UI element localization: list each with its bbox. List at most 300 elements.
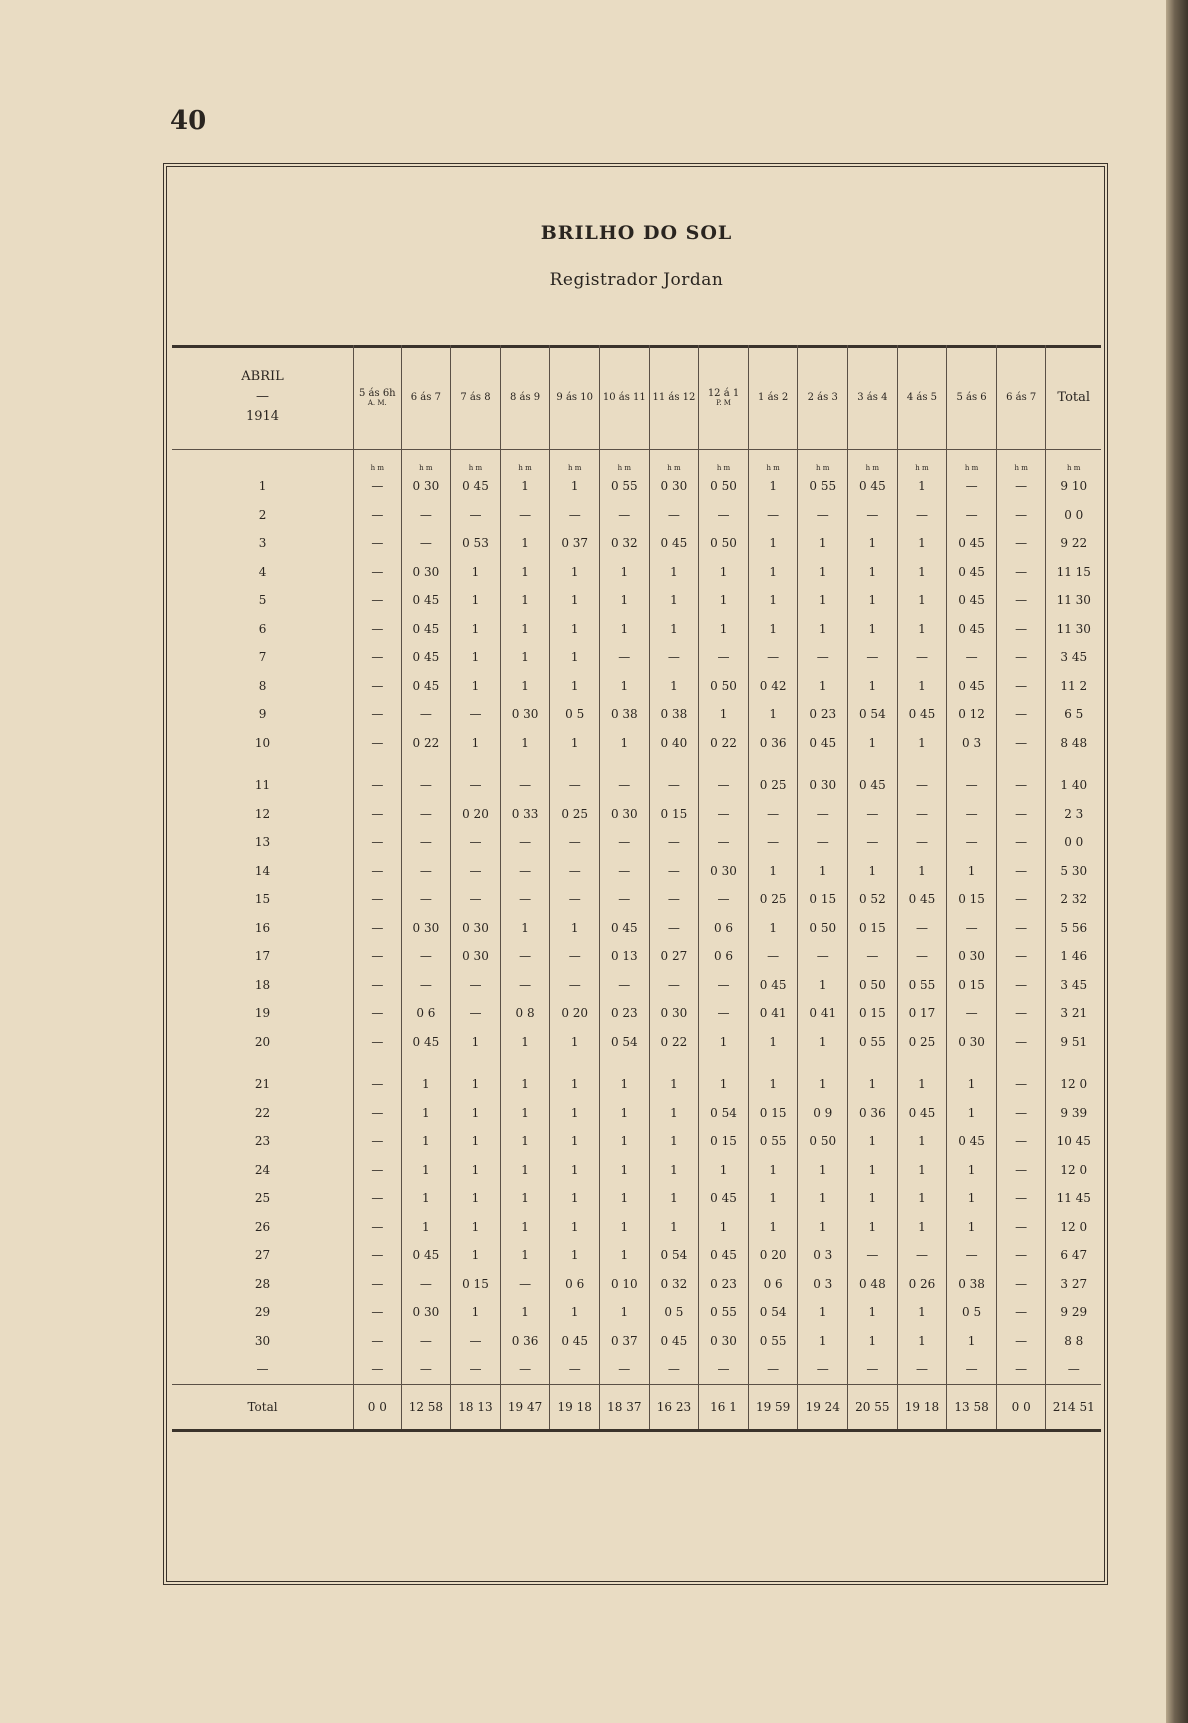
value-cell: —	[600, 828, 650, 857]
column-header	[996, 345, 1046, 450]
value-cell: —	[550, 1355, 600, 1384]
value-cell: 0 15	[947, 971, 997, 1000]
value-cell: 1	[500, 643, 550, 672]
value-cell: 0 30	[401, 1298, 451, 1327]
value-cell: 0 30	[451, 942, 501, 971]
value-cell: 1	[500, 1099, 550, 1128]
table-header-box	[172, 170, 1101, 348]
value-cell: 1	[600, 1213, 650, 1242]
table-row	[172, 1056, 1101, 1099]
value-cell: 0 54	[748, 1298, 798, 1327]
value-cell: —	[996, 1213, 1046, 1242]
row-total-cell: 2 3	[1046, 800, 1101, 829]
value-cell: —	[996, 501, 1046, 530]
column-header-label: 1 ás 2	[758, 391, 789, 403]
value-cell: 1	[848, 1327, 898, 1356]
value-cell: 1	[500, 1127, 550, 1156]
value-cell: —	[699, 828, 749, 857]
value-cell: —	[354, 1213, 402, 1242]
value-cell: 0 45	[947, 529, 997, 558]
value-cell: 1	[649, 672, 699, 701]
value-cell: —	[451, 501, 501, 530]
column-header-row	[172, 345, 1101, 450]
value-cell: —	[996, 1028, 1046, 1057]
row-total-cell: 6 47	[1046, 1241, 1101, 1270]
value-cell: 1	[748, 1028, 798, 1057]
value-cell: —	[451, 999, 501, 1028]
value-cell: 1	[500, 914, 550, 943]
value-cell: 0 30	[649, 472, 699, 501]
value-cell: 0 45	[649, 529, 699, 558]
column-total-cell: 20 55	[848, 1384, 898, 1430]
value-cell: 0 42	[748, 672, 798, 701]
value-cell: 1	[947, 1056, 997, 1099]
column-total-cell: 12 58	[401, 1384, 451, 1430]
value-cell: 0 38	[947, 1270, 997, 1299]
value-cell: 1	[848, 1056, 898, 1099]
value-cell: 0 37	[600, 1327, 650, 1356]
unit-label: h m	[500, 450, 550, 473]
value-cell: 1	[848, 672, 898, 701]
grand-total-cell: 214 51	[1046, 1384, 1101, 1430]
value-cell: 0 50	[699, 672, 749, 701]
value-cell: 1	[451, 729, 501, 758]
table-row	[172, 914, 1101, 943]
value-cell: —	[401, 942, 451, 971]
value-cell: 1	[848, 615, 898, 644]
value-cell: 0 45	[699, 1241, 749, 1270]
row-total-cell: 3 45	[1046, 643, 1101, 672]
value-cell: —	[996, 1270, 1046, 1299]
value-cell: —	[354, 700, 402, 729]
value-cell: 1	[600, 729, 650, 758]
table-row	[172, 757, 1101, 800]
value-cell: 0 55	[798, 472, 848, 501]
value-cell: 0 5	[947, 1298, 997, 1327]
value-cell: 1	[500, 1056, 550, 1099]
value-cell: —	[401, 1270, 451, 1299]
value-cell: 1	[550, 1241, 600, 1270]
value-cell: 0 45	[401, 615, 451, 644]
value-cell: —	[354, 1099, 402, 1128]
value-cell: 0 54	[699, 1099, 749, 1128]
value-cell: 0 17	[897, 999, 947, 1028]
value-cell: 0 30	[798, 757, 848, 800]
column-header	[947, 345, 997, 450]
value-cell: —	[798, 1355, 848, 1384]
value-cell: 1	[897, 558, 947, 587]
day-cell: 7	[258, 650, 267, 665]
value-cell: —	[500, 1355, 550, 1384]
value-cell: —	[354, 558, 402, 587]
value-cell: 0 45	[748, 971, 798, 1000]
value-cell: 0 45	[550, 1327, 600, 1356]
row-total-cell: 9 10	[1046, 472, 1101, 501]
value-cell: —	[798, 942, 848, 971]
value-cell: 1	[897, 857, 947, 886]
value-cell: —	[401, 1355, 451, 1384]
value-cell: —	[401, 828, 451, 857]
value-cell: 1	[699, 586, 749, 615]
value-cell: 0 45	[401, 672, 451, 701]
value-cell: —	[848, 828, 898, 857]
value-cell: —	[354, 1355, 402, 1384]
value-cell: 0 3	[798, 1241, 848, 1270]
unit-label: h m	[947, 450, 997, 473]
value-cell: 0 54	[848, 700, 898, 729]
value-cell: —	[451, 828, 501, 857]
unit-label: h m	[451, 450, 501, 473]
unit-cell-blank	[172, 450, 354, 473]
column-header	[600, 345, 650, 450]
value-cell: —	[401, 971, 451, 1000]
value-cell: 1	[550, 1127, 600, 1156]
table-row	[172, 800, 1101, 829]
value-cell: —	[500, 501, 550, 530]
year-label: 1914	[245, 409, 280, 424]
value-cell: 0 32	[600, 529, 650, 558]
value-cell: 0 54	[649, 1241, 699, 1270]
value-cell: —	[798, 501, 848, 530]
value-cell: —	[947, 1241, 997, 1270]
row-total-cell: 2 32	[1046, 885, 1101, 914]
value-cell: 1	[600, 1184, 650, 1213]
value-cell: 0 30	[451, 914, 501, 943]
value-cell: —	[500, 942, 550, 971]
value-cell: 1	[500, 615, 550, 644]
day-cell: 4	[258, 564, 267, 579]
value-cell: 0 15	[947, 885, 997, 914]
table-row	[172, 615, 1101, 644]
value-cell: 0 45	[600, 914, 650, 943]
value-cell: —	[996, 586, 1046, 615]
value-cell: —	[699, 999, 749, 1028]
row-total-cell: 11 45	[1046, 1184, 1101, 1213]
value-cell: 1	[798, 971, 848, 1000]
value-cell: 1	[649, 1056, 699, 1099]
value-cell: —	[996, 1184, 1046, 1213]
value-cell: —	[354, 914, 402, 943]
value-cell: 0 45	[451, 472, 501, 501]
value-cell: 1	[550, 1099, 600, 1128]
value-cell: —	[354, 800, 402, 829]
value-cell: —	[748, 643, 798, 672]
column-header	[798, 345, 848, 450]
value-cell: 0 15	[848, 999, 898, 1028]
row-total-cell: 12 0	[1046, 1156, 1101, 1185]
value-cell: 1	[798, 1056, 848, 1099]
value-cell: —	[451, 971, 501, 1000]
value-cell: 1	[947, 1156, 997, 1185]
value-cell: —	[401, 800, 451, 829]
day-cell: 20	[254, 1034, 271, 1049]
value-cell: 0 6	[550, 1270, 600, 1299]
value-cell: —	[600, 643, 650, 672]
value-cell: 0 50	[699, 472, 749, 501]
value-cell: 1	[500, 1184, 550, 1213]
table-row	[172, 971, 1101, 1000]
value-cell: 1	[451, 1184, 501, 1213]
value-cell: —	[401, 885, 451, 914]
table-row	[172, 857, 1101, 886]
value-cell: 0 41	[798, 999, 848, 1028]
value-cell: 0 36	[848, 1099, 898, 1128]
value-cell: —	[649, 914, 699, 943]
value-cell: 1	[649, 1213, 699, 1242]
day-cell: 1	[258, 479, 267, 494]
table-row	[172, 1099, 1101, 1128]
value-cell: —	[649, 643, 699, 672]
value-cell: —	[848, 1355, 898, 1384]
column-header	[649, 345, 699, 450]
value-cell: —	[748, 1355, 798, 1384]
value-cell: —	[354, 757, 402, 800]
day-cell: 11	[254, 778, 271, 793]
day-cell: —	[256, 1362, 269, 1377]
unit-label: h m	[550, 450, 600, 473]
month-divider: —	[256, 389, 270, 404]
value-cell: —	[354, 828, 402, 857]
value-cell: —	[550, 971, 600, 1000]
value-cell: 1	[401, 1184, 451, 1213]
value-cell: —	[996, 757, 1046, 800]
value-cell: 1	[451, 1127, 501, 1156]
value-cell: 1	[748, 472, 798, 501]
day-cell: 18	[254, 977, 271, 992]
value-cell: 0 45	[947, 558, 997, 587]
value-cell: 1	[699, 1028, 749, 1057]
value-cell: 0 45	[798, 729, 848, 758]
value-cell: —	[897, 914, 947, 943]
value-cell: 0 30	[401, 914, 451, 943]
value-cell: 0 33	[500, 800, 550, 829]
day-cell: 17	[254, 949, 271, 964]
value-cell: 1	[798, 857, 848, 886]
value-cell: —	[996, 857, 1046, 886]
column-header	[550, 345, 600, 450]
value-cell: 0 55	[848, 1028, 898, 1057]
column-total-cell: 19 47	[500, 1384, 550, 1430]
value-cell: 1	[748, 1213, 798, 1242]
value-cell: 1	[699, 1056, 749, 1099]
value-cell: 1	[897, 672, 947, 701]
column-header-label: 7 ás 8	[460, 391, 491, 403]
value-cell: 1	[848, 1184, 898, 1213]
value-cell: 0 6	[699, 914, 749, 943]
value-cell: —	[996, 885, 1046, 914]
value-cell: 1	[451, 643, 501, 672]
table-row	[172, 700, 1101, 729]
column-header-label: 3 ás 4	[857, 391, 888, 403]
table-subtitle: Registrador Jordan	[549, 270, 724, 290]
value-cell: 0 22	[401, 729, 451, 758]
value-cell: 1	[401, 1156, 451, 1185]
value-cell: —	[550, 501, 600, 530]
value-cell: 0 30	[947, 1028, 997, 1057]
value-cell: —	[897, 828, 947, 857]
unit-row	[172, 450, 1101, 473]
value-cell: 1	[848, 529, 898, 558]
value-cell: 0 45	[401, 1028, 451, 1057]
value-cell: —	[649, 857, 699, 886]
unit-label: h m	[748, 450, 798, 473]
column-total-cell: 18 37	[600, 1384, 650, 1430]
value-cell: —	[996, 672, 1046, 701]
day-cell: 10	[254, 735, 271, 750]
value-cell: 0 30	[500, 700, 550, 729]
value-cell: 1	[451, 1241, 501, 1270]
value-cell: 0 54	[600, 1028, 650, 1057]
value-cell: 1	[848, 1156, 898, 1185]
value-cell: 1	[550, 1213, 600, 1242]
value-cell: —	[354, 672, 402, 701]
table-row	[172, 942, 1101, 971]
value-cell: 0 45	[947, 672, 997, 701]
table-row	[172, 472, 1101, 501]
day-cell: 16	[254, 920, 271, 935]
month-header	[172, 345, 354, 450]
value-cell: —	[649, 757, 699, 800]
value-cell: 1	[451, 1028, 501, 1057]
value-cell: 0 55	[897, 971, 947, 1000]
value-cell: 1	[550, 1056, 600, 1099]
table-row	[172, 1241, 1101, 1270]
value-cell: —	[550, 828, 600, 857]
column-total-cell: 19 18	[550, 1384, 600, 1430]
value-cell: 0 9	[798, 1099, 848, 1128]
totals-label: Total	[172, 1384, 354, 1430]
value-cell: —	[996, 700, 1046, 729]
totals-row	[172, 1384, 1101, 1430]
value-cell: 1	[451, 1156, 501, 1185]
value-cell: 0 32	[649, 1270, 699, 1299]
value-cell: —	[996, 1355, 1046, 1384]
value-cell: —	[354, 1184, 402, 1213]
value-cell: 0 27	[649, 942, 699, 971]
value-cell: —	[848, 800, 898, 829]
value-cell: —	[848, 942, 898, 971]
value-cell: —	[798, 828, 848, 857]
value-cell: 0 5	[649, 1298, 699, 1327]
value-cell: —	[354, 472, 402, 501]
value-cell: 1	[897, 1184, 947, 1213]
value-cell: —	[699, 643, 749, 672]
day-cell: 24	[254, 1162, 271, 1177]
value-cell: —	[996, 1099, 1046, 1128]
value-cell: 1	[798, 529, 848, 558]
value-cell: 1	[897, 1156, 947, 1185]
value-cell: 1	[550, 1156, 600, 1185]
value-cell: —	[451, 1327, 501, 1356]
value-cell: —	[451, 857, 501, 886]
value-cell: 1	[897, 615, 947, 644]
value-cell: 1	[848, 729, 898, 758]
table-row	[172, 1298, 1101, 1327]
value-cell: —	[550, 942, 600, 971]
value-cell: 0 55	[748, 1127, 798, 1156]
value-cell: 0 55	[600, 472, 650, 501]
value-cell: 1	[699, 1156, 749, 1185]
value-cell: —	[451, 885, 501, 914]
value-cell: 0 10	[600, 1270, 650, 1299]
value-cell: —	[996, 1056, 1046, 1099]
value-cell: —	[451, 700, 501, 729]
row-total-cell: 12 0	[1046, 1213, 1101, 1242]
value-cell: 1	[451, 1298, 501, 1327]
day-cell: 25	[254, 1191, 271, 1206]
unit-label: h m	[649, 450, 699, 473]
value-cell: —	[500, 828, 550, 857]
value-cell: —	[996, 558, 1046, 587]
unit-label: h m	[897, 450, 947, 473]
column-header	[401, 345, 451, 450]
value-cell: 1	[600, 1056, 650, 1099]
value-cell: 1	[699, 615, 749, 644]
value-cell: —	[996, 1156, 1046, 1185]
day-cell: 6	[258, 621, 267, 636]
value-cell: 0 12	[947, 700, 997, 729]
value-cell: —	[649, 1355, 699, 1384]
value-cell: 1	[500, 729, 550, 758]
value-cell: —	[550, 757, 600, 800]
value-cell: 1	[600, 1099, 650, 1128]
value-cell: 1	[848, 1127, 898, 1156]
value-cell: 1	[550, 558, 600, 587]
value-cell: —	[947, 800, 997, 829]
value-cell: —	[550, 885, 600, 914]
value-cell: 1	[947, 1327, 997, 1356]
value-cell: —	[996, 472, 1046, 501]
value-cell: 0 15	[649, 800, 699, 829]
row-total-cell: 9 29	[1046, 1298, 1101, 1327]
value-cell: 0 45	[848, 757, 898, 800]
column-header	[748, 345, 798, 450]
table-row	[172, 529, 1101, 558]
value-cell: —	[996, 529, 1046, 558]
value-cell: —	[996, 1127, 1046, 1156]
value-cell: —	[451, 757, 501, 800]
day-cell: 28	[254, 1276, 271, 1291]
value-cell: 0 6	[748, 1270, 798, 1299]
row-total-cell: 3 45	[1046, 971, 1101, 1000]
value-cell: 0 45	[897, 1099, 947, 1128]
column-header	[848, 345, 898, 450]
row-total-cell: 10 45	[1046, 1127, 1101, 1156]
value-cell: 1	[500, 1241, 550, 1270]
value-cell: 1	[848, 1213, 898, 1242]
value-cell: 0 37	[550, 529, 600, 558]
value-cell: —	[996, 615, 1046, 644]
value-cell: 1	[848, 586, 898, 615]
day-cell: 23	[254, 1134, 271, 1149]
value-cell: 1	[748, 586, 798, 615]
value-cell: 1	[550, 1184, 600, 1213]
value-cell: 1	[649, 1127, 699, 1156]
value-cell: —	[699, 971, 749, 1000]
value-cell: 1	[649, 1184, 699, 1213]
unit-label: h m	[798, 450, 848, 473]
column-header-label: 8 ás 9	[509, 391, 541, 403]
value-cell: 1	[451, 1213, 501, 1242]
value-cell: 1	[798, 672, 848, 701]
value-cell: 1	[848, 1298, 898, 1327]
day-cell: 2	[258, 507, 267, 522]
value-cell: —	[897, 643, 947, 672]
value-cell: —	[600, 501, 650, 530]
table-title: BRILHO DO SOL	[540, 222, 733, 244]
value-cell: 1	[451, 672, 501, 701]
value-cell: 1	[649, 1099, 699, 1128]
